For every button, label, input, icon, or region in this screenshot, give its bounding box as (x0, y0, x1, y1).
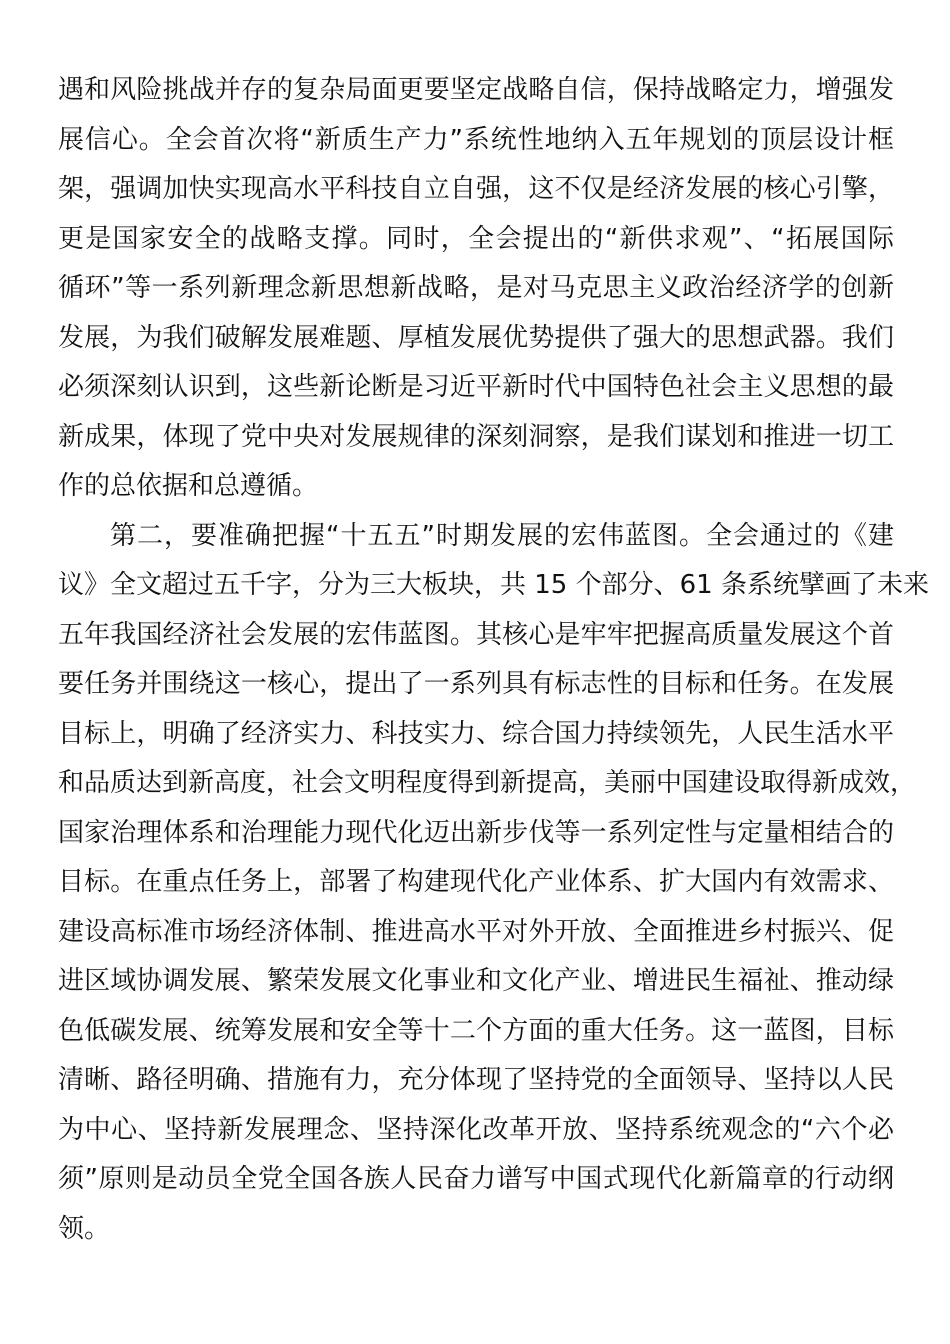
text-line: 须”原则是动员全党全国各族人民奋力谱写中国式现代化新篇章的行动纲 (58, 1164, 894, 1194)
text-line: 循环”等一系列新理念新思想新战略，是对马克思主义政治经济学的创新 (58, 273, 894, 303)
text-line: 架，强调加快实现高水平科技自立自强，这不仅是经济发展的核心引擎， (58, 174, 894, 204)
text-line: 领。 (58, 1213, 111, 1244)
text-line: 要任务并围绕这一核心，提出了一系列具有标志性的目标和任务。在发展 (58, 669, 894, 699)
paragraph-2 (58, 512, 929, 1255)
text-line: 建设高标准市场经济体制、推进高水平对外开放、全面推进乡村振兴、促 (58, 916, 894, 947)
paragraph-1 (58, 66, 894, 512)
text-line: 必须深刻认识到，这些新论断是习近平新时代中国特色社会主义思想的最 (58, 372, 894, 402)
text-line: 清晰、路径明确、措施有力，充分体现了坚持党的全面领导、坚持以人民 (58, 1065, 894, 1095)
text-line: 色低碳发展、统筹发展和安全等十二个方面的重大任务。这一蓝图，目标 (58, 1015, 894, 1046)
text-line: 展信心。全会首次将“新质生产力”系统性地纳入五年规划的顶层设计框 (58, 124, 894, 155)
text-line: 更是国家安全的战略支撑。同时，全会提出的“新供求观”、“拓展国际 (58, 223, 894, 254)
text-line: 五年我国经济社会发展的宏伟蓝图。其核心是牢牢把握高质量发展这个首 (58, 619, 894, 650)
text-line: 遇和风险挑战并存的复杂局面更要坚定战略自信，保持战略定力，增强发 (58, 75, 894, 105)
document-page (58, 66, 929, 1254)
text-line: 第二，要准确把握“十五五”时期发展的宏伟蓝图。全会通过的《建 (110, 520, 894, 551)
text-line: 目标上，明确了经济实力、科技实力、综合国力持续领先，人民生活水平 (58, 718, 894, 749)
text-line: 进区域协调发展、繁荣发展文化事业和文化产业、增进民生福祉、推动绿 (58, 966, 894, 996)
text-line: 目标。在重点任务上，部署了构建现代化产业体系、扩大国内有效需求、 (58, 867, 894, 897)
text-line: 为中心、坚持新发展理念、坚持深化改革开放、坚持系统观念的“六个必 (58, 1114, 894, 1145)
text-line: 国家治理体系和治理能力现代化迈出新步伐等一系列定性与定量相结合的 (58, 817, 894, 848)
text-line: 作的总依据和总遵循。 (58, 471, 319, 501)
text-line: 发展，为我们破解发展难题、厚植发展优势提供了强大的思想武器。我们 (58, 322, 894, 353)
text-line: 和品质达到新高度，社会文明程度得到新提高，美丽中国建设取得新成效， (58, 768, 917, 798)
text-line: 新成果，体现了党中央对发展规律的深刻洞察，是我们谋划和推进一切工 (58, 421, 894, 452)
text-line: 议》全文超过五千字，分为三大板块，共 15 个部分、61 条系统擘画了未来 (58, 570, 929, 600)
